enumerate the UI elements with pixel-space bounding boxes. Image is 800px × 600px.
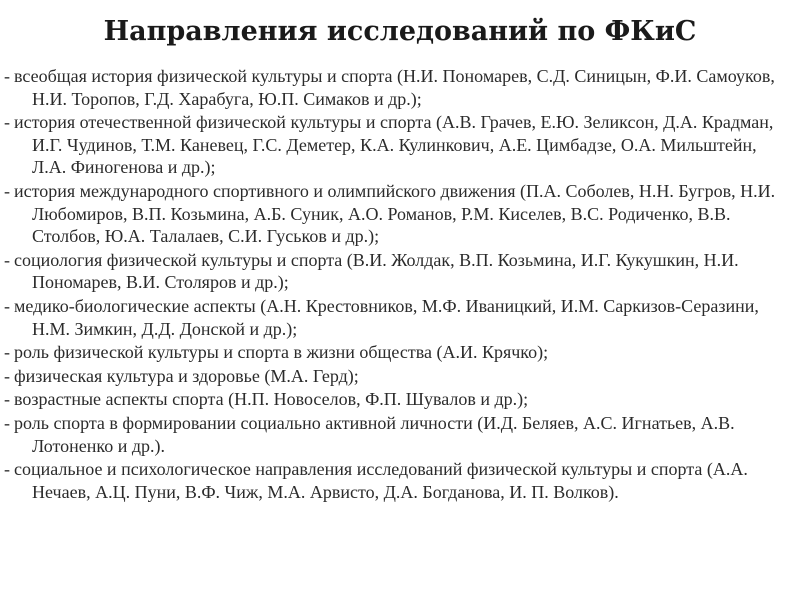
list-item-text: социальное и психологическое направления исследований физической культуры и спорта (А.А. Нечаев, А.Ц. Пуни, В.Ф. Чиж, М.А. Арвисто, Д.А. Богданова, И. П. Волков). [14,459,748,502]
list-item-text: всеобщая история физической культуры и спорта (Н.И. Пономарев, С.Д. Синицын, Ф.И. Самоуков, Н.И. Торопов, Г.Д. Харабуга, Ю.П. Симаков и др.); [14,66,775,109]
list-item-text: роль физической культуры и спорта в жизни общества (А.И. Крячко); [14,342,549,363]
bullet-dash: - [4,389,10,410]
bullet-dash: - [4,412,10,433]
bullet-dash: - [4,459,10,480]
list-item [4,412,788,457]
bullet-dash: - [4,249,10,270]
list-item-text: роль спорта в формировании социально активной личности (И.Д. Беляев, А.С. Игнатьев, А.В. Лотоненко и др.). [14,412,735,456]
research-directions-list [4,65,788,504]
list-item-text: физическая культура и здоровье (М.А. Герд); [14,365,359,386]
list-item [4,388,788,411]
list-item [4,180,788,248]
list-item-text: история отечественной физической культуры и спорта (А.В. Грачев, Е.Ю. Зеликсон, Д.А. Крадман, И.Г. Чудинов, Т.М. Каневец, Г.С. Деметер, К.А. Кулинкович, А.Е. Цимбадзе, О.А. Мильштейн, Л.А. Финогенова и др.); [14,112,774,178]
list-item [4,365,788,388]
list-item-text: возрастные аспекты спорта (Н.П. Новоселов, Ф.П. Шувалов и др.); [14,389,529,410]
list-item-text: история международного спортивного и олимпийского движения (П.А. Соболев, Н.Н. Бугров, Н.И. Любомиров, В.П. Козьмина, А.Б. Суник, А.О. Романов, Р.М. Киселев, В.С. Родиченко, В.В. Столбов, Ю.А. Талалаев, С.И. Гуськов и др.); [14,180,776,247]
slide-title: Направления исследований по ФКиС [103,16,697,47]
list-item [4,65,788,110]
list-item [4,458,788,503]
bullet-dash: - [4,295,10,316]
list-item [4,341,788,364]
bullet-dash: - [4,66,10,86]
list-item [4,249,788,294]
bullet-dash: - [4,342,10,363]
list-item [4,295,788,340]
list-item-text: социология физической культуры и спорта (В.И. Жолдак, В.П. Козьмина, И.Г. Кукушкин, Н.И. Пономарев, В.И. Столяров и др.); [14,249,739,293]
bullet-dash: - [4,180,10,201]
bullet-dash: - [4,112,10,133]
bullet-dash: - [4,365,10,386]
list-item-text: медико-биологические аспекты (А.Н. Крестовников, М.Ф. Иваницкий, И.М. Саркизов-Серазини, Н.М. Зимкин, Д.Д. Донской и др.); [14,295,759,339]
list-item [4,111,788,179]
